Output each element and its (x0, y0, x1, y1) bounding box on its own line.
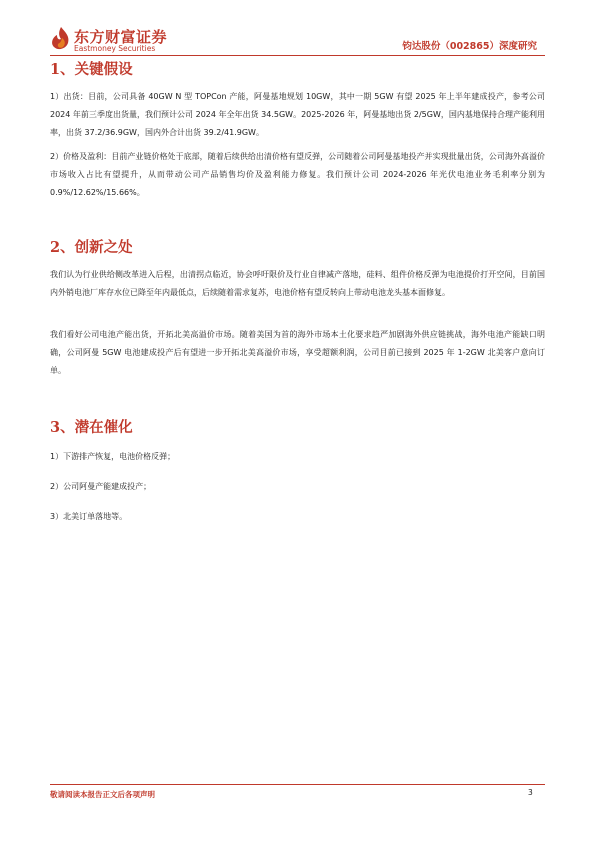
page-number: 3 (528, 788, 533, 797)
logo-chinese-text: 东方财富证券 (74, 28, 168, 46)
paragraph-overseas-market: 我们看好公司电池产能出货，开拓北美高溢价市场。随着美国为首的海外市场本土化要求趋严加剧海外供应链挑战，海外电池产能缺口明确，公司阿曼 5GW 电池建成投产后有望进一步开拓北美高溢价市场，享受超额利润，公司目前已接到 2025 年 1-2GW 北美客户意向订单。 (50, 330, 545, 375)
footer-divider (50, 784, 545, 785)
paragraph-shipment: 1）出货：目前，公司具备 40GW N 型 TOPCon 产能，阿曼基地规划 10GW，其中一期 5GW 有望 2025 年上半年建成投产，参考公司 2024 年前三季度出货量，我们预计公司 2024 年全年出货 34.5GW。2025-2026 年，阿曼基地出货 2/5GW，国内基地保持合理产能利用率，出货 37.2/36.9GW，国内外合计出货 39.2/41.9GW。 (50, 92, 545, 137)
report-title: 钧达股份（002865）深度研究 (402, 41, 537, 52)
section-title-innovation: 2、创新之处 (50, 239, 133, 256)
catalyst-item: 3）北美订单落地等。 (50, 512, 128, 521)
section-title-catalysts: 3、潜在催化 (50, 419, 133, 436)
logo-flame-icon (50, 26, 72, 52)
logo-english-text: Eastmoney Securities (74, 44, 156, 53)
catalyst-item: 2）公司阿曼产能建成投产； (50, 482, 152, 491)
paragraph-price-profit: 2）价格及盈利：目前产业链价格处于底部，随着后续供给出清价格有望反弹，公司随着公司阿曼基地投产并实现批量出货，公司海外高溢价市场收入占比有望提升，从而带动公司产品销售均价及盈利能力修复。我们预计公司 2024-2026 年光伏电池业务毛利率分别为 0.9%/12.62%/15.66%。 (50, 152, 545, 197)
footer-disclaimer: 敬请阅读本报告正文后各项声明 (50, 790, 155, 799)
page-header (0, 0, 595, 60)
header-divider (50, 55, 545, 56)
company-logo (50, 26, 185, 58)
catalyst-item: 1）下游排产恢复，电池价格反弹； (50, 452, 176, 461)
section-title-key-assumptions: 1、关键假设 (50, 61, 133, 78)
paragraph-supply-reform: 我们认为行业供给侧改革进入后程，出清拐点临近，协会呼吁限价及行业自律减产落地，硅料、组件价格反弹为电池提价打开空间，目前国内外销电池厂库存水位已降至年内最低点，后续随着需求复苏，电池价格有望反转向上带动电池龙头基本面修复。 (50, 270, 545, 297)
